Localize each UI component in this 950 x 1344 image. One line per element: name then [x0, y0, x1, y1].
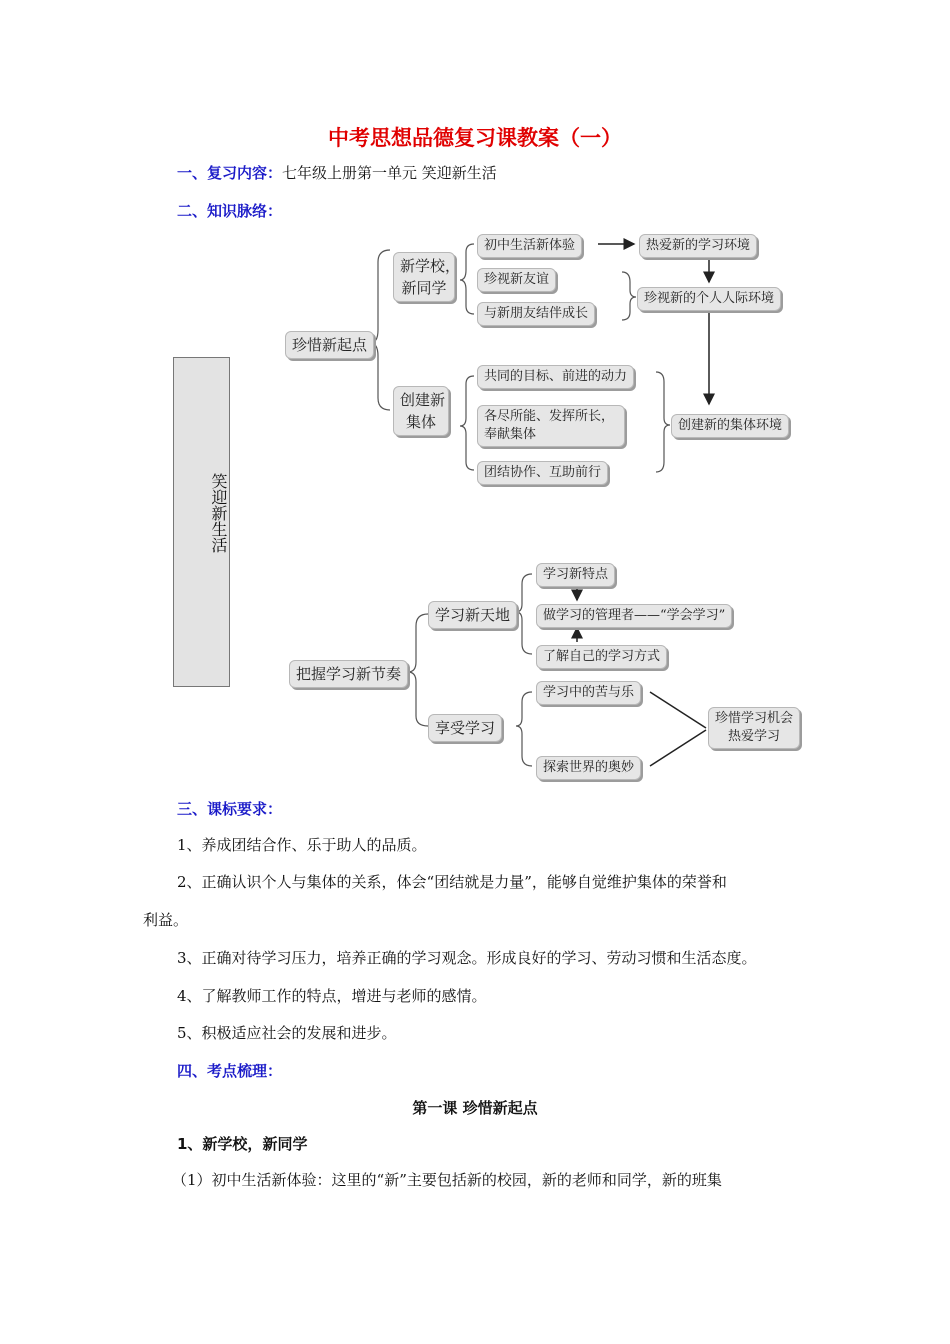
node-bitter-sweet: 学习中的苦与乐	[536, 681, 641, 705]
section-text: 七年级上册第一单元 笑迎新生活	[282, 164, 497, 182]
standard-item-1: 1、养成团结合作、乐于助人的品质。	[177, 836, 427, 854]
node-value-friendship: 珍视新友谊	[477, 268, 556, 292]
node-new-school-line2: 新同学	[401, 279, 447, 297]
node-do-best	[477, 405, 625, 447]
node-junior-experience: 初中生活新体验	[477, 234, 582, 258]
standard-item-4: 4、了解教师工作的特点，增进与老师的感情。	[177, 987, 487, 1005]
standard-item-5: 5、积极适应社会的发展和进步。	[177, 1024, 397, 1042]
node-enjoy-learning: 享受学习	[428, 714, 502, 742]
section-label: 一、复习内容：	[177, 164, 283, 182]
node-build-collective	[393, 386, 449, 436]
node-learning-style: 了解自己的学习方式	[536, 645, 667, 669]
standard-item-3: 3、正确对待学习压力，培养正确的学习观念。形成良好的学习、劳动习惯和生活态度。	[177, 949, 757, 967]
mindmap-root	[173, 357, 230, 687]
page-title: 中考思想品德复习课教案（一）	[328, 126, 622, 150]
node-grow-with-friends: 与新朋友结伴成长	[477, 302, 595, 326]
section-standards-label: 三、课标要求：	[177, 800, 283, 818]
node-cherish-new-start: 珍惜新起点	[285, 331, 374, 359]
section-knowledge-map-label: 二、知识脉络：	[177, 202, 283, 220]
node-build-collective-line2: 集体	[405, 413, 436, 431]
node-unite: 团结协作、互助前行	[477, 461, 608, 485]
node-love-study-env: 热爱新的学习环境	[639, 234, 757, 258]
point-text: （1）初中生活新体验：这里的“新”主要包括新的校园，新的老师和同学，新的班集	[172, 1171, 722, 1189]
node-do-best-line1: 各尽所能、发挥所长，	[484, 409, 615, 424]
point-heading: 1、新学校，新同学	[177, 1135, 308, 1153]
node-cherish-learning-line2: 热爱学习	[728, 729, 781, 744]
section-exam-points-label: 四、考点梳理：	[177, 1062, 283, 1080]
node-new-learning-world: 学习新天地	[428, 601, 517, 629]
lesson-title: 第一课 珍惜新起点	[412, 1099, 538, 1117]
standard-item-2-cont: 利益。	[143, 911, 189, 929]
node-cherish-learning-line1: 珍惜学习机会	[715, 711, 794, 726]
node-build-collective-line1: 创建新	[400, 391, 446, 409]
mindmap-root-label: 笑迎新生活	[209, 473, 228, 553]
node-new-school	[393, 252, 461, 302]
node-cherish-learning	[708, 707, 800, 749]
standard-item-2: 2、正确认识个人与集体的关系，体会“团结就是力量”，能够自觉维护集体的荣誉和	[177, 873, 727, 891]
node-common-goal: 共同的目标、前进的动力	[477, 365, 634, 389]
node-do-best-line2: 奉献集体	[484, 427, 537, 442]
node-explore-world: 探索世界的奥妙	[536, 756, 641, 780]
node-learning-features: 学习新特点	[536, 563, 615, 587]
node-grasp-new-rhythm: 把握学习新节奏	[289, 660, 408, 688]
node-value-relations: 珍视新的个人人际环境	[637, 287, 781, 311]
node-learning-manager: 做学习的管理者——“学会学习”	[536, 604, 732, 628]
node-build-collective-env: 创建新的集体环境	[671, 414, 789, 438]
node-new-school-line1: 新学校，	[400, 257, 461, 275]
